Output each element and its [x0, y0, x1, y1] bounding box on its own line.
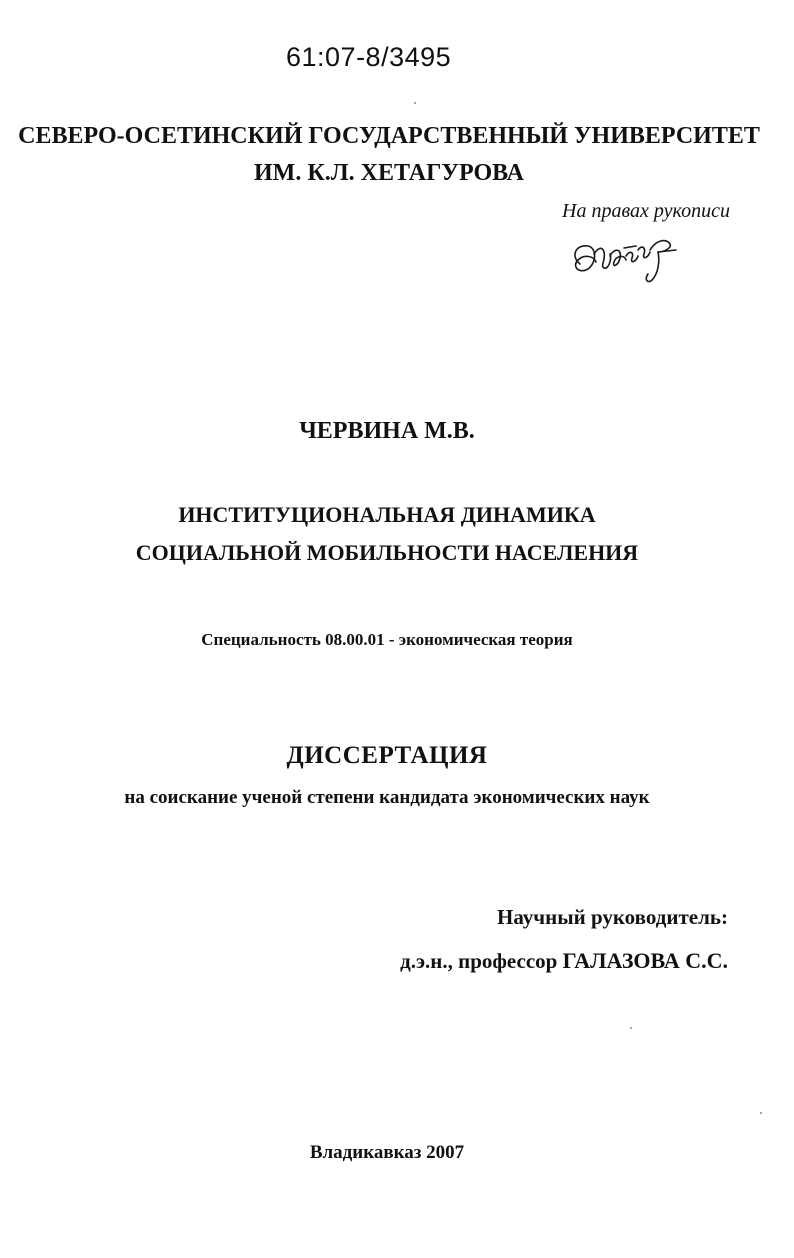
degree-statement: на соискание ученой степени кандидата экономических наук: [124, 787, 650, 808]
specialty-line: Специальность 08.00.01 - экономическая теория: [201, 630, 573, 649]
university-name: СЕВЕРО-ОСЕТИНСКИЙ ГОСУДАРСТВЕННЫЙ УНИВЕРСИТЕТ: [18, 123, 760, 149]
author-name: ЧЕРВИНА М.В.: [299, 418, 475, 444]
supervisor-line: [400, 948, 728, 974]
dissertation-title-line2: СОЦИАЛЬНОЙ МОБИЛЬНОСТИ НАСЕЛЕНИЯ: [135, 540, 639, 565]
university-honorific: ИМ. К.Л. ХЕТАГУРОВА: [254, 160, 524, 186]
manuscript-rights-note: На правах рукописи: [562, 200, 730, 222]
catalog-code: 61:07-8/3495: [286, 42, 452, 72]
supervisor-label: Научный руководитель:: [497, 905, 728, 929]
supervisor-credentials: д.э.н., профессор: [400, 949, 563, 973]
scan-speck: [630, 1027, 632, 1029]
supervisor-name: ГАЛАЗОВА С.С.: [562, 948, 728, 973]
document-type-heading: ДИССЕРТАЦИЯ: [286, 742, 488, 769]
handwritten-signature: [566, 226, 686, 286]
city-and-year: Владикавказ 2007: [309, 1142, 465, 1163]
dissertation-title-line1: ИНСТИТУЦИОНАЛЬНАЯ ДИНАМИКА: [178, 502, 596, 527]
scan-speck: [414, 102, 416, 104]
scan-speck: [760, 1112, 762, 1114]
